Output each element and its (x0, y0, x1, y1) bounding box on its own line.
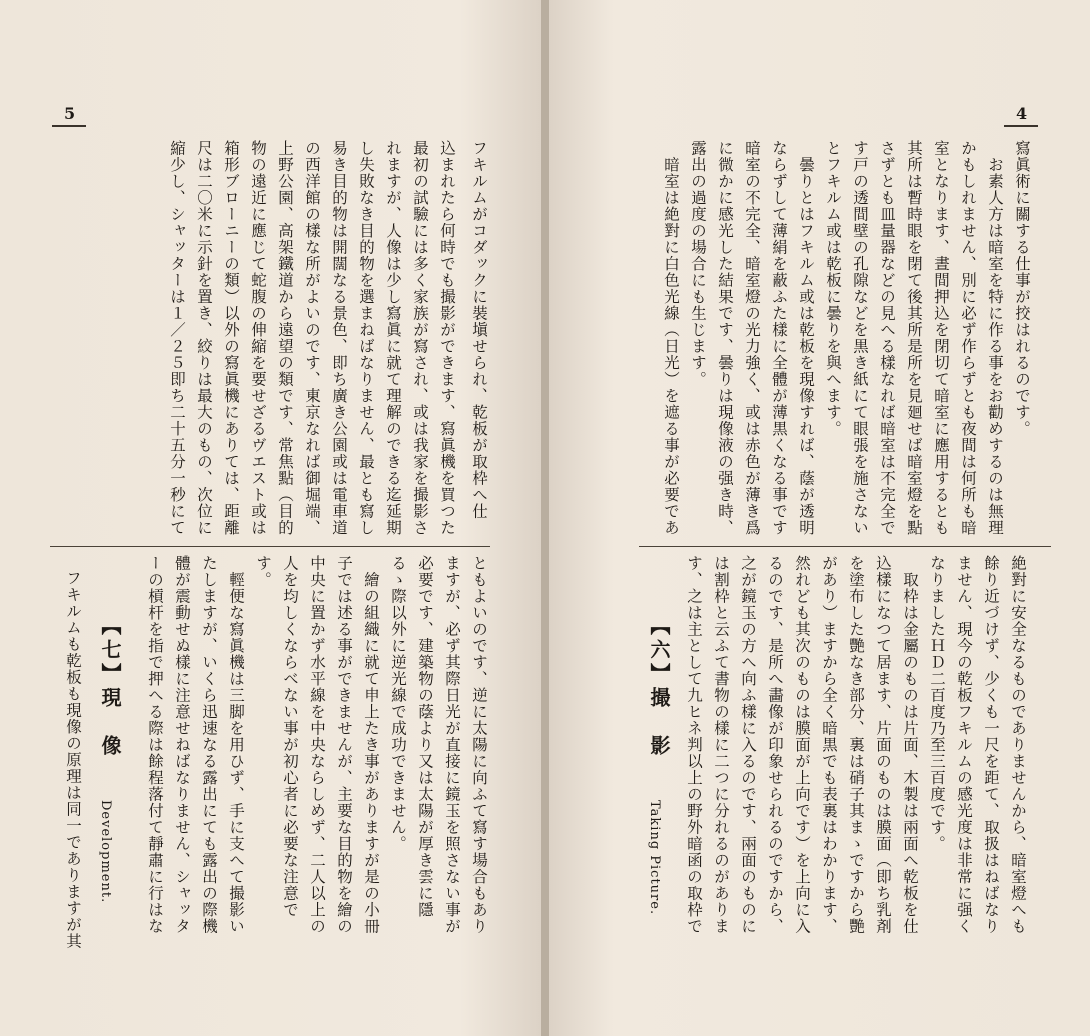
right-page (549, 0, 1090, 1036)
book-gutter (541, 0, 549, 1036)
left-upper-text: 込まれたら何時でも撮影ができます、寫眞機を買つた最初の試驗には多く家族が寫され、或は我家を撮影されますが、人像は少し寫眞に就て理解のできる迄延期し失敗なき目的物を選まねばなりません、最とも寫し易き目的物は開闊なる景色、即ち廣き公園或は電車道の西洋館の樣な所がよいのです、東京なれば御堀端、上野公園、高架鐵道から遠望の類です、常焦點（目的物の遠近に應じて蛇腹の伸縮を要せざるヴエスト或は箱形ブローニーの類）以外の寫眞機にありては、距離尺は二〇米に示針を置き、絞りは最大のもの、次位に縮少し、シャッターは１／２５即ち二十五分一秒にて (168, 140, 456, 536)
section-heading-taking-picture: 【六】撮 影 (647, 615, 671, 759)
left-upper-first-column: フキルムがコダックに裝塡せられ、乾板が取枠へ仕 (470, 140, 488, 520)
page-number-right: 4 (1016, 104, 1028, 123)
page-number-left: 5 (64, 104, 76, 123)
section-heading-development: 【七】現 像 (98, 615, 122, 759)
left-page (0, 0, 541, 1036)
left-lower-text: ともよいのです、逆に太陽に向ふて寫す場合もありますが、必ず其際日光が直接に鏡玉を照さない事が必要です、建築物の蔭より又は太陽が厚き雲に隱るゝ際以外に逆光線で成功できません。 繪の組織に就て申上たき事がありますが是の小冊子では述る事ができませんが、主要な目的物を繪の中央に置かず水平線を中央ならしめず、二人以上の人を均しくならべない事が初心者に必要な注意です。 輕便な寫眞機は三脚を用ひず、手に支へて撮影いたしますが、いくら迅速なる露出にても露出の際機體が震動せぬ樣に注意せねばなりません、シャッターの槓杆を指で押へる際は餘程落付て靜肅に行はな (146, 555, 488, 935)
right-upper-text: 寫眞術に關する仕事が挍はれるのです。 お素人方は暗室を特に作る事をお勸めするのは無理かもしれません、別に必ず作らずとも夜間は何所も暗室となります、晝間押込を閉切て暗室に應用するとも其所は暫時眼を閉て後其所是所を見廻せば暗室燈を點さずとも皿量器などの見へる樣なれば暗室は不完全です戸の透間壁の孔隙などを黒き紙にて眼張を施さないとフキルム或は乾板に曇りを與へます。 曇りとはフキルム或は乾板を現像すれば、蔭が透明ならずして薄絹を蔽ふた樣に全體が薄黒くなる事です暗室の不完全、暗室燈の光力強く、或は赤色が薄き爲に微かに感光した結果です、曇りは現像液の强き時、露出の過度の場合にも生じます。 暗室は絶對に白色光線（日光）を遮る事が必要であ (662, 140, 1031, 536)
section-heading-en-taking-picture: Taking Picture. (647, 800, 662, 916)
section-heading-en-development: Development. (98, 800, 113, 904)
section-divider-left (50, 546, 490, 547)
section-divider-right (639, 546, 1051, 547)
page-number-rule-right (1004, 125, 1038, 127)
page-number-rule-left (52, 125, 86, 127)
right-lower-text: 絶對に安全なるものでありませんから、暗室燈へも餘り近づけず、少くも一尺を距て、取扱はねばなりません、現今の乾板フキルムの感光度は非常に强くなりましたＨＤ二百度乃至三百度です。 取枠は金屬のものは片面、木製は兩面へ乾板を仕込樣になつて居ます、片面のものは膜面（即ち乳剤を塗布した艷なき部分、裏は硝子其まゝですから艷があり）ますから全く暗黒でも表裏はわかります、然れども其次のものは膜面が上向です）を上向に入るのです、是所へ畵像が印象せられるのですから、之が鏡玉の方へ向ふ樣に入るのです、兩面のものには割枠と云ふて書物の樣に二つに分れるのがあります、之は主として九ヒネ判以上の野外暗函の取枠で (685, 555, 1027, 935)
development-first-line: フキルムも乾板も現像の原理は同一でありますが其 (64, 570, 82, 950)
